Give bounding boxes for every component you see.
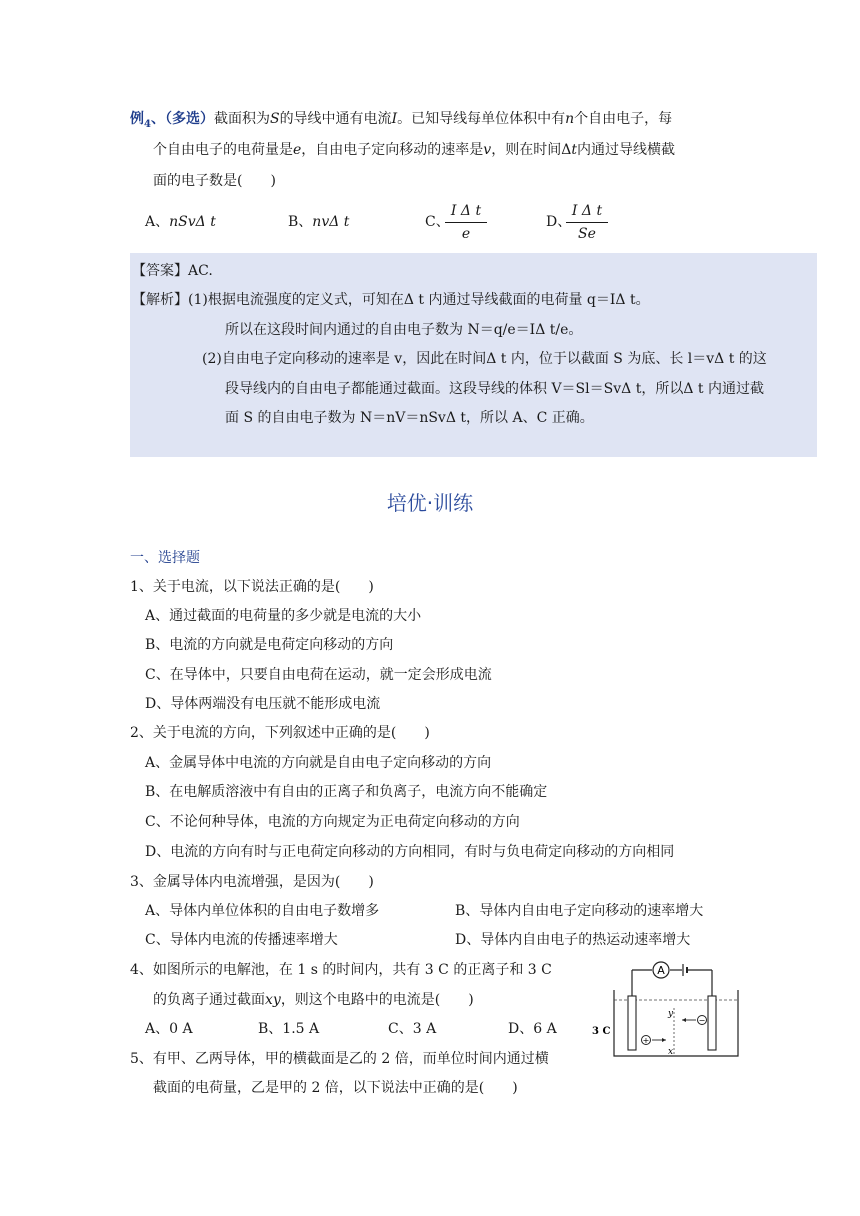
y-label: y xyxy=(668,1009,674,1019)
negative-ion-sign: − xyxy=(698,1016,706,1025)
ammeter-label: A xyxy=(657,964,665,977)
x-label: x xyxy=(668,1047,674,1057)
option-c-label: C、 xyxy=(425,214,450,230)
q5-stem-line-1: 5、有甲、乙两导体，甲的横截面是乙的 2 倍，而单位时间内通过横 xyxy=(130,1051,549,1067)
q4-option-b: B、1.5 A xyxy=(258,1021,320,1037)
answer-value: AC. xyxy=(188,263,213,279)
var-i: I xyxy=(391,111,398,127)
q1-option-c: C、在导体中，只要自由电荷在运动，就一定会形成电流 xyxy=(145,667,492,683)
var-n: n xyxy=(565,111,575,127)
answer-line xyxy=(132,261,213,281)
q3-option-d: D、导体内自由电子的热运动速率增大 xyxy=(455,932,691,948)
option-c-denominator: e xyxy=(461,226,471,242)
analysis-line-1 xyxy=(132,290,650,310)
option-a-value: nSv xyxy=(169,214,196,230)
analysis-line-2: 所以在这段时间内通过的自由电子数为 N＝q/e＝IΔ t/e。 xyxy=(225,322,583,338)
section-heading: 一、选择题 xyxy=(130,550,200,566)
example-text: 截面积为 xyxy=(213,111,270,127)
option-a xyxy=(145,212,216,232)
analysis-line-4: 段导线内的自由电子都能通过截面。这段导线的体积 V＝Sl＝SvΔ t，所以Δ t 内通过截 xyxy=(225,381,764,397)
q4-text: 的负离子通过截面 xyxy=(153,992,265,1008)
q1-stem: 1、关于电流，以下说法正确的是( ) xyxy=(130,579,374,595)
option-c-numerator: I Δ t xyxy=(450,203,482,219)
section-title: 培优·训练 xyxy=(386,491,474,515)
q4-stem-line-2 xyxy=(153,990,474,1010)
analysis-text: (1)根据电流强度的定义式，可知在Δ t 内通过导线截面的电荷量 q＝IΔ t。 xyxy=(188,292,650,308)
q4-text: ，则这个电路中的电流是( ) xyxy=(280,992,474,1008)
q2-option-b: B、在电解质溶液中有自由的正离子和负离子，电流方向不能确定 xyxy=(145,784,548,800)
charge-label: 3 C xyxy=(592,1026,611,1037)
option-b-tail: Δ t xyxy=(329,214,350,230)
analysis-line-3: (2)自由电子定向移动的速率是 v，因此在时间Δ t 内，位于以截面 S 为底、长 l＝vΔ t 的这 xyxy=(202,351,767,367)
example-text: 。已知导线每单位体积中有 xyxy=(397,111,566,127)
multi-select-tag: （多选） xyxy=(164,111,214,127)
example-line-2 xyxy=(153,140,675,160)
q2-option-d: D、电流的方向有时与正电荷定向移动的方向相同，有时与负电荷定向移动的方向相同 xyxy=(145,844,675,860)
example-label-sep: 、 xyxy=(150,111,165,127)
var-s: S xyxy=(269,111,280,127)
q3-option-a: A、导体内单位体积的自由电子数增多 xyxy=(145,903,380,919)
fraction-bar xyxy=(566,222,608,223)
analysis-label: 【解析】 xyxy=(132,292,188,308)
option-d-denominator: Se xyxy=(578,226,596,242)
example-text: ，自由电子定向移动的速率是 xyxy=(301,142,484,158)
option-d-label: D、 xyxy=(546,214,572,230)
q3-option-b: B、导体内自由电子定向移动的速率增大 xyxy=(455,903,704,919)
electrolytic-cell-figure xyxy=(590,958,750,1066)
q2-option-c: C、不论何种导体，电流的方向规定为正电荷定向移动的方向 xyxy=(145,814,520,830)
q5-stem-line-2: 截面的电荷量，乙是甲的 2 倍，以下说法中正确的是( ) xyxy=(153,1080,518,1096)
answer-label: 【答案】 xyxy=(132,263,188,279)
q4-option-d: D、6 A xyxy=(508,1021,557,1037)
q1-option-d: D、导体两端没有电压就不能形成电流 xyxy=(145,696,381,712)
example-label-num: 4 xyxy=(144,118,151,130)
q2-stem: 2、关于电流的方向，下列叙述中正确的是( ) xyxy=(130,725,430,741)
q3-stem: 3、金属导体内电流增强，是因为( ) xyxy=(130,874,374,890)
example-label-prefix: 例 xyxy=(130,111,144,127)
option-b-value: nv xyxy=(312,214,330,230)
q3-option-c: C、导体内电流的传播速率增大 xyxy=(145,932,338,948)
example-line-3: 面的电子数是( ) xyxy=(153,173,276,189)
example-text: 个自由电子的电荷量是 xyxy=(153,142,293,158)
example-line-1 xyxy=(130,109,672,135)
right-electrode xyxy=(708,996,716,1050)
var-e: e xyxy=(293,142,302,158)
q4-option-c: C、3 A xyxy=(388,1021,437,1037)
option-b xyxy=(288,212,349,232)
fraction-bar xyxy=(445,222,487,223)
q1-option-b: B、电流的方向就是电荷定向移动的方向 xyxy=(145,637,394,653)
q2-option-a: A、金属导体中电流的方向就是自由电子定向移动的方向 xyxy=(145,755,492,771)
option-a-label: A、 xyxy=(145,214,170,230)
positive-ion-sign: + xyxy=(642,1036,650,1045)
option-b-label: B、 xyxy=(288,214,313,230)
q1-option-a: A、通过截面的电荷量的多少就是电流的大小 xyxy=(145,608,422,624)
example-text: 内通过导线横截 xyxy=(576,142,675,158)
option-a-tail: Δ t xyxy=(195,214,216,230)
var-t: t xyxy=(571,142,577,158)
example-text: 个自由电子，每 xyxy=(574,111,673,127)
option-d-numerator: I Δ t xyxy=(571,203,603,219)
analysis-line-5: 面 S 的自由电子数为 N＝nV＝nSvΔ t，所以 A、C 正确。 xyxy=(225,410,594,426)
example-text: 的导线中通有电流 xyxy=(279,111,392,127)
q4-stem-line-1: 4、如图所示的电解池，在 1 s 的时间内，共有 3 C 的正离子和 3 C xyxy=(130,962,552,978)
option-d-fraction xyxy=(566,201,608,244)
q4-option-a: A、0 A xyxy=(145,1021,193,1037)
var-xy: xy xyxy=(265,992,281,1008)
var-v: v xyxy=(483,142,492,158)
example-text: ，则在时间Δ xyxy=(491,142,572,158)
option-c-fraction xyxy=(445,201,487,244)
left-electrode xyxy=(628,996,636,1050)
